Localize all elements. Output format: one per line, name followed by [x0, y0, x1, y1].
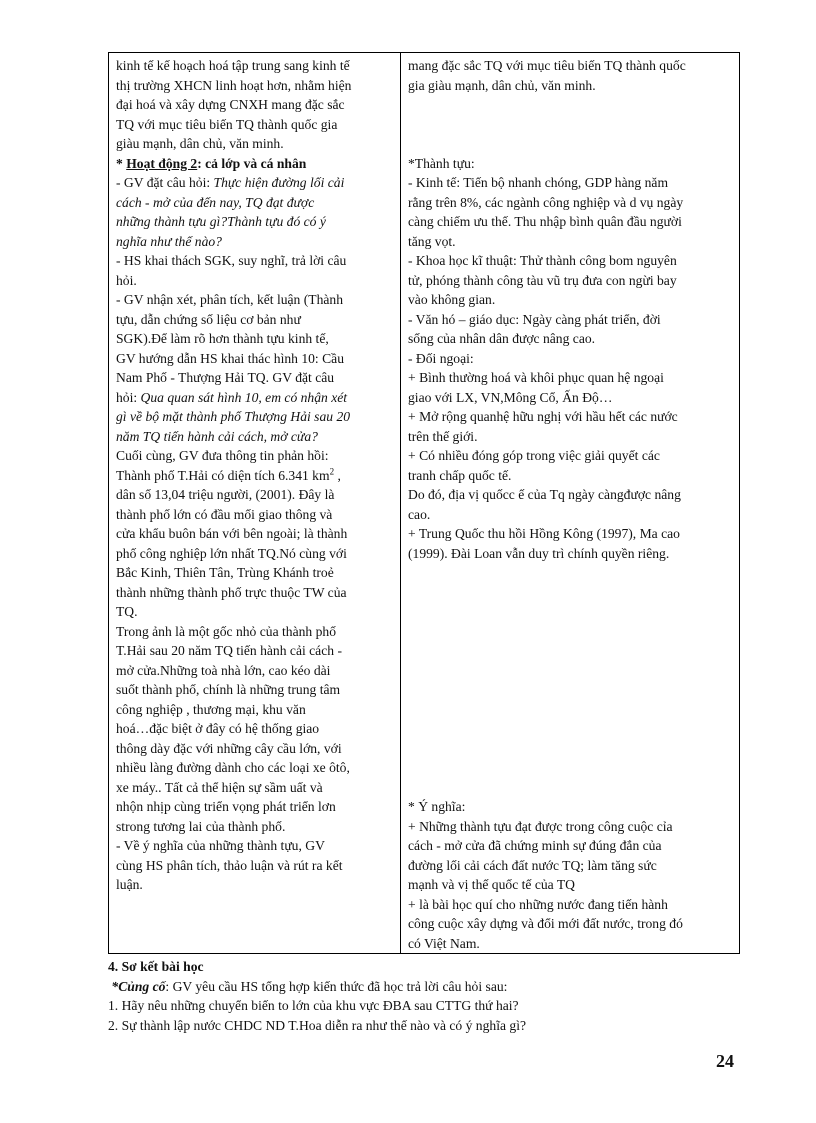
text-line: sống của nhân dân được nâng cao.: [408, 331, 596, 346]
page-number: 24: [716, 1051, 734, 1071]
text-line: giàu mạnh, dân chủ, văn minh.: [116, 136, 284, 151]
text-line: + Trung Quốc thu hồi Hồng Kông (1997), Ma cao: [408, 526, 680, 541]
text-line: strong tương lai của thành phố.: [116, 818, 286, 834]
text-line: suốt thành phố, chính là những trung tâm: [116, 682, 341, 697]
text-line: hỏi.: [116, 272, 137, 288]
consolidate-label: *Củng cố: [111, 978, 166, 994]
text-line: cửa khẩu buôn bán với bên ngoài; là thành: [116, 526, 348, 541]
spacer: [408, 641, 733, 661]
text-line: + Bình thường hoá và khôi phục quan hệ ngoại: [408, 370, 664, 385]
question-intro: [116, 173, 394, 193]
question-text: Qua quan sát hình 10, em có nhận xét: [140, 389, 348, 405]
lesson-table: [108, 52, 740, 954]
review-question: 1. Hãy nêu những chuyển biến to lớn của khu vực ĐBA sau CTTG thứ hai?: [108, 998, 519, 1013]
question-text: Thực hiện đường lối cải: [213, 175, 345, 190]
text-line: Do đó, địa vị quốcc ế của Tq ngày càngđược nâng: [408, 487, 681, 502]
achievements-heading: *Thành tựu:: [408, 155, 475, 171]
text-line: SGK).Để làm rõ hơn thành tựu kinh tế,: [116, 331, 329, 346]
text-line: nhiều làng đường dành cho các loại xe ôtô,: [116, 760, 350, 775]
text-line: kinh tế kế hoạch hoá tập trung sang kinh tế: [116, 58, 350, 73]
text-line: mở cửa.Những toà nhà lớn, cao kéo dài: [116, 662, 331, 678]
text-line: mạnh và vị thế quốc tế của TQ: [408, 877, 575, 892]
text-line: thành phố lớn có đầu mối giao thông và: [116, 506, 333, 522]
spacer: [408, 95, 733, 115]
spacer: [408, 661, 733, 681]
content-column: [401, 53, 739, 953]
spacer: [408, 758, 733, 778]
text-line: Nam Phố - Thượng Hải TQ. GV đặt câu: [116, 370, 335, 385]
text-line: + Những thành tựu đạt được trong công cuộc cỉa: [408, 818, 673, 834]
text-line: T.Hải sau 20 năm TQ tiến hành cải cách -: [116, 643, 342, 658]
spacer: [408, 719, 733, 739]
question-text: gì về bộ mặt thành phố Thượng Hải sau 20: [116, 409, 351, 424]
text-line: đại hoá và xây dựng CNXH mang đặc sắc: [116, 97, 345, 112]
text-line: gia giàu mạnh, dân chủ, văn minh.: [408, 77, 596, 93]
text-line: + Mở rộng quanhệ hữu nghị với hầu hết các nước: [408, 409, 678, 424]
text-line: TQ với mục tiêu biến TQ thành quốc gia: [116, 116, 338, 132]
text-line: - Đối ngoại:: [408, 350, 474, 366]
summary-heading: 4. Sơ kết bài học: [108, 959, 204, 974]
spacer: [408, 563, 733, 583]
text-line: + là bài học quí cho những nước đang tiến hành: [408, 896, 668, 912]
spacer: [408, 583, 733, 603]
question-text: những thành tựu gì?Thành tựu đó có ý: [116, 214, 326, 229]
spacer: [408, 680, 733, 700]
text-line: nhộn nhịp cùng triển vọng phát triển lơn: [116, 799, 336, 814]
text-line: mang đặc sắc TQ với mục tiêu biến TQ thành quốc: [408, 58, 686, 73]
activity-prefix: *: [116, 155, 127, 171]
area-text: Thành phố T.Hải có diện tích 6.341 km: [116, 467, 330, 483]
meaning-heading: * Ý nghĩa:: [408, 799, 466, 814]
text-line: đường lối cải cách đất nước TQ; làm tăng sức: [408, 857, 657, 873]
text-line: trên thế giới.: [408, 428, 478, 444]
text-line: rằng trên 8%, các ngành công nghiệp và d vụ ngày: [408, 194, 684, 210]
consolidate-text: : GV yêu cầu HS tổng hợp kiến thức đã học trả lời câu hỏi sau:: [165, 978, 508, 994]
area-line: [116, 466, 394, 486]
text-line: tăng vọt.: [408, 233, 456, 249]
text-line: thành những thành phố trực thuộc TW của: [116, 584, 347, 600]
text-line: cùng HS phân tích, thảo luận và rút ra kết: [116, 857, 343, 873]
text-line: xe máy.. Tất cả thể hiện sự sầm uất và: [116, 779, 323, 795]
text-line: - Khoa học kĩ thuật: Thử thành công bom nguyên: [408, 253, 677, 268]
text-line: - Về ý nghĩa của những thành tựu, GV: [116, 838, 325, 853]
spacer: [408, 115, 733, 135]
photo-question: [116, 388, 394, 408]
gv-ask-prefix: - GV đặt câu hỏi:: [116, 175, 214, 190]
text-line: càng chiếm ưu thế. Thu nhập bình quân đầu người: [408, 214, 682, 229]
text-line: thị trường XHCN linh hoạt hơn, nhằm hiện: [116, 77, 352, 93]
activity-heading: [116, 154, 394, 174]
text-line: hoá…đặc biệt ở đây có hệ thống giao: [116, 721, 320, 736]
activity-title: Hoạt động 2: [126, 155, 198, 171]
consolidate-line: [108, 977, 748, 997]
spacer: [408, 739, 733, 759]
area-superscript: 2: [329, 465, 335, 476]
text-line: tử, phóng thành công tàu vũ trụ đưa con ngừi bay: [408, 272, 677, 288]
text-line: tranh chấp quốc tế.: [408, 467, 512, 483]
text-line: - GV nhận xét, phân tích, kết luận (Thành: [116, 292, 344, 307]
text-line: - Văn hó – giáo dục: Ngày càng phát triển, đời: [408, 311, 661, 327]
spacer: [408, 700, 733, 720]
text-line: Cuối cùng, GV đưa thông tin phản hồi:: [116, 448, 329, 463]
text-line: công nghiệp , thương mại, khu văn: [116, 701, 306, 717]
text-line: cách - mở cửa đã chứng minh sự đúng đắn của: [408, 838, 662, 853]
text-line: vào không gian.: [408, 292, 496, 307]
text-line: luận.: [116, 877, 143, 892]
question-text: năm TQ tiến hành cải cách, mở cửa?: [116, 428, 318, 444]
text-line: thông dày đặc với những cây cầu lớn, với: [116, 740, 342, 756]
lesson-summary: [108, 957, 748, 1035]
question-text: nghĩa như thế nào?: [116, 233, 222, 249]
text-line: - Kinh tế: Tiến bộ nhanh chóng, GDP hàng năm: [408, 175, 669, 190]
question-text: cách - mở của đến nay, TQ đạt được: [116, 194, 315, 210]
review-question: 2. Sự thành lập nước CHDC ND T.Hoa diễn ra như thế nào và có ý nghĩa gì?: [108, 1017, 527, 1033]
spacer: [408, 602, 733, 622]
text-line: dân số 13,04 triệu người, (2001). Đây là: [116, 487, 335, 502]
text-line: phố công nghiệp lớn nhất TQ.Nó cùng với: [116, 545, 347, 561]
photo-q-prefix: hỏi:: [116, 389, 141, 405]
text-line: công cuộc xây dựng và đổi mới đất nước, trong đó: [408, 916, 683, 931]
spacer: [408, 622, 733, 642]
text-line: giao với LX, VN,Mông Cổ, Ấn Độ…: [408, 389, 613, 405]
area-end: ,: [334, 467, 341, 483]
spacer: [408, 778, 733, 798]
text-line: cao.: [408, 506, 431, 522]
text-line: GV hướng dẫn HS khai thác hình 10: Cầu: [116, 350, 345, 366]
text-line: + Có nhiều đóng góp trong việc giải quyết các: [408, 448, 660, 463]
text-line: Trong ảnh là một gốc nhỏ của thành phố: [116, 623, 336, 639]
text-line: tựu, dẫn chứng số liệu cơ bản như: [116, 311, 301, 327]
text-line: TQ.: [116, 604, 138, 619]
text-line: - HS khai thách SGK, suy nghĩ, trả lời câu: [116, 253, 347, 268]
text-line: (1999). Đài Loan vẫn duy trì chính quyền riêng.: [408, 545, 670, 561]
text-line: có Việt Nam.: [408, 935, 480, 951]
spacer: [408, 134, 733, 154]
teacher-activity-column: [109, 53, 401, 953]
activity-subtitle: : cả lớp và cá nhân: [197, 155, 307, 171]
text-line: Bắc Kinh, Thiên Tân, Trùng Khánh troẻ: [116, 565, 334, 580]
